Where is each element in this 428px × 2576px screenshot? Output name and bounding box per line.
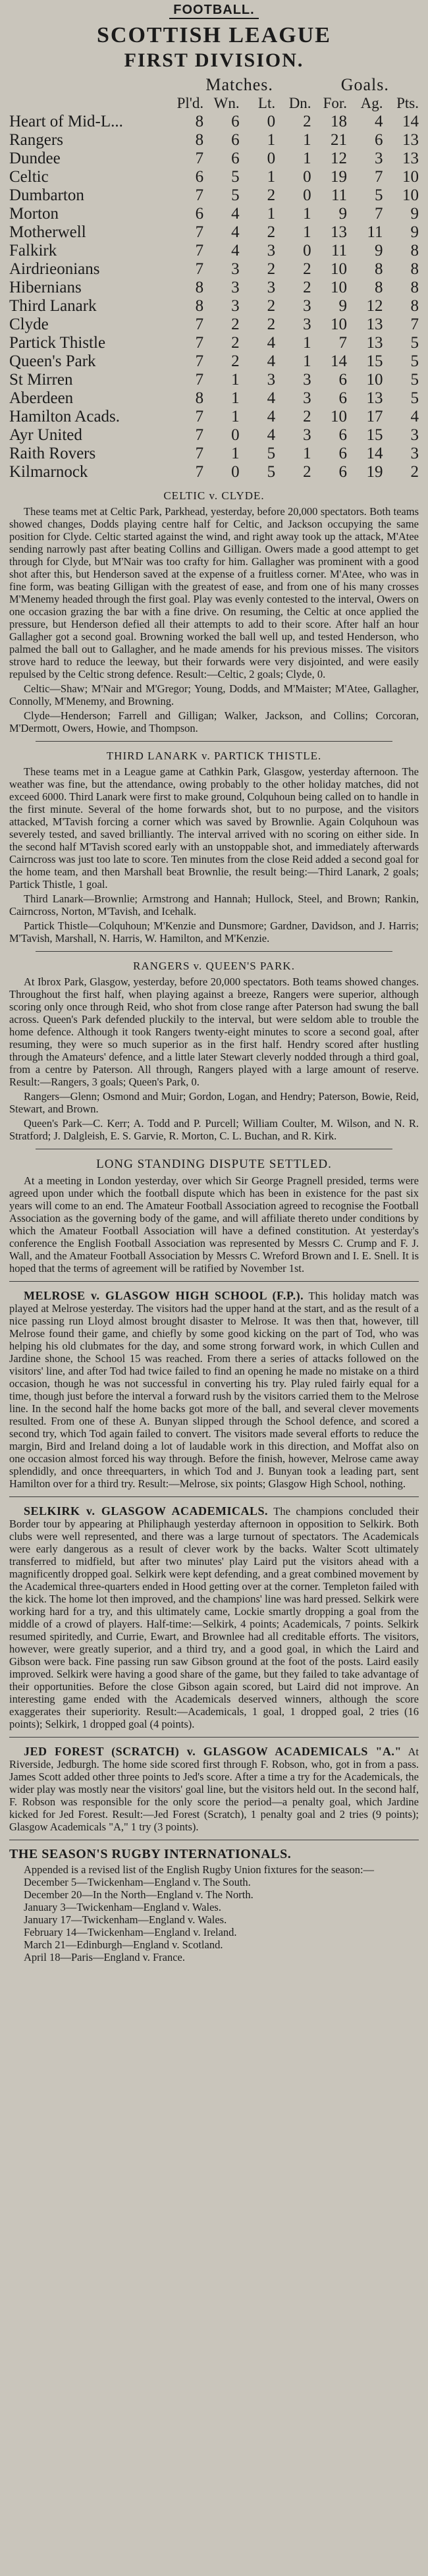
fixture-item: January 17—Twickenham—England v. Wales.: [24, 1913, 227, 1926]
table-row: [9, 150, 419, 168]
table-row: [9, 445, 419, 463]
divider: [36, 951, 392, 952]
table-cell: 3: [231, 279, 240, 296]
selkirk-report: [9, 1505, 419, 1730]
team-lineup: Clyde—Henderson; Farrell and Gilligan; Walker, Jackson, and Collins; Corcoran, M'Dermott, Owers, Howie, and Thompson.: [9, 709, 419, 734]
table-row: [9, 186, 419, 205]
table-cell: 2: [267, 223, 276, 241]
fixture-item: January 3—Twickenham—England v. Wales.: [24, 1901, 221, 1913]
table-cell: 3: [303, 371, 311, 389]
table-cell: 9: [338, 297, 348, 315]
table-cell: 7: [195, 242, 204, 260]
table-cell: 6: [338, 463, 348, 481]
team-lineup: Queen's Park—C. Kerr; A. Todd and P. Purcell; William Coulter, M. Wilson, and N. R. Stratford; J. Dalgleish, E. S. Garvie, R. Morton, C. L. Buchan, and R. Kirk.: [9, 1117, 419, 1142]
team-name: Celtic: [9, 168, 49, 186]
table-cell: 8: [375, 260, 383, 278]
table-cell: 12: [331, 150, 348, 167]
table-cell: 2: [303, 260, 311, 278]
division-title: FIRST DIVISION.: [124, 49, 304, 71]
table-cell: 4: [375, 113, 383, 130]
column-header: Pl'd.: [176, 95, 204, 111]
table-cell: 0: [267, 150, 276, 167]
table-cell: 4: [231, 223, 240, 241]
table-cell: 3: [410, 426, 419, 444]
table-cell: 17: [366, 408, 383, 425]
table-row: [9, 315, 419, 334]
table-cell: 7: [195, 408, 204, 425]
table-cell: 1: [303, 223, 311, 241]
table-cell: 2: [303, 463, 311, 481]
table-row: [9, 205, 419, 223]
table-cell: 3: [303, 426, 311, 444]
table-cell: 1: [303, 334, 311, 352]
table-cell: 8: [410, 242, 419, 260]
table-cell: 13: [402, 150, 419, 167]
column-header: Pts.: [396, 95, 419, 111]
table-cell: 0: [231, 463, 240, 481]
table-cell: 5: [231, 186, 240, 204]
melrose-report: [9, 1290, 419, 1490]
table-cell: 4: [267, 389, 276, 407]
team-name: St Mirren: [9, 371, 73, 389]
table-cell: 4: [231, 242, 240, 260]
table-cell: 10: [366, 371, 383, 389]
table-cell: 6: [195, 205, 204, 223]
table-column-header: [9, 94, 419, 113]
table-cell: 7: [195, 260, 204, 278]
table-cell: 8: [195, 131, 204, 149]
team-name: Hibernians: [9, 279, 82, 296]
selkirk-heading: SELKIRK v. GLASGOW ACADEMICALS.: [24, 1504, 268, 1518]
table-cell: 9: [410, 205, 419, 223]
table-cell: 14: [366, 445, 383, 462]
table-cell: 18: [331, 113, 348, 130]
table-cell: 15: [366, 426, 383, 444]
team-name: Dumbarton: [9, 186, 84, 204]
table-cell: 0: [267, 113, 276, 130]
table-cell: 6: [195, 168, 204, 186]
table-row: [9, 223, 419, 242]
table-row: [9, 113, 419, 131]
table-cell: 9: [375, 242, 383, 260]
table-cell: 7: [375, 205, 383, 223]
table-cell: 10: [331, 408, 348, 425]
table-cell: 4: [267, 426, 276, 444]
table-cell: 12: [366, 297, 383, 315]
table-cell: 7: [338, 334, 348, 352]
team-name: Queen's Park: [9, 352, 96, 370]
team-name: Third Lanark: [9, 297, 97, 315]
fixture-item: March 21—Edinburgh—England v. Scotland.: [24, 1938, 223, 1951]
divider: [9, 1737, 419, 1738]
table-cell: 7: [195, 315, 204, 333]
football-reports: [9, 489, 419, 1149]
table-cell: 6: [231, 113, 240, 130]
table-cell: 10: [331, 279, 348, 296]
team-name: Dundee: [9, 150, 61, 167]
table-cell: 8: [410, 279, 419, 296]
table-cell: 6: [338, 445, 348, 462]
column-header: For.: [323, 95, 348, 111]
table-row: [9, 408, 419, 426]
table-cell: 3: [267, 371, 276, 389]
table-row: [9, 371, 419, 389]
team-name: Rangers: [9, 131, 63, 149]
table-cell: 3: [231, 297, 240, 315]
table-cell: 8: [375, 279, 383, 296]
team-lineup: Celtic—Shaw; M'Nair and M'Gregor; Young, Dodds, and M'Maister; M'Atee, Gallagher, Connolly, M'Menemy, and Browning.: [9, 682, 419, 707]
table-cell: 1: [231, 408, 240, 425]
newspaper-page: [9, 0, 419, 1963]
melrose-text: This holiday match was played at Melrose yesterday. The visitors had the upper hand at the start, and as the result of a nice passing run Lloyd almost brought disaster to Melrose. It was then that, however, till Melrose found their game, and chiefly by some good kicking on the part of Tod, who was helping his old clubmates for the day, and some strong forward work, in which Cullen and Jardine shone, the School 15 was reached. From there a series of attacks followed on the visitors' line, and after Tod had twice failed to find an opening he made no mistake on a third occasion, though he was not successful in converting his try. Play ruled fairly equal for a time, though just before the interval a forward rush by the visitors carried them to the Melrose line. In the second half the home backs got more of the ball, and several clever movements resulted. From one of these A. Bunyan slipped through the School defence, and scored a second try, which Tod again failed to convert. The visitors made several efforts to reduce the margin, Bird and Ireland doing a lot of laudable work in this direction, and Moffat also on one occasion almost forced his way through. Before the finish, however, Melrose came away splendidly, and once threequarters, in which Tod and J. Bunyan took a leading part, sent Hamilton over for a third try. Result:—Melrose, six points; Glasgow High School, nothing.: [9, 1290, 419, 1490]
table-cell: 1: [303, 131, 311, 149]
jed-text: At Riverside, Jedburgh. The home side scored first through F. Robson, who, got in from a pass. James Scott added other three points to Jed's score. After a time a try for the Academicals, the wider play was mostly near the visitors' goal line, but the visitors held out. In the second half, F. Robson was responsible for the only score the period—a penalty goal, which Jardine kicked for Jed Forest. Result:—Jed Forest (Scratch), 1 penalty goal and 2 tries (9 points); Glasgow Academicals "A," 1 try (3 points).: [9, 1745, 419, 1833]
table-cell: 1: [303, 352, 311, 370]
match-report: [9, 750, 419, 945]
table-cell: 7: [375, 168, 383, 186]
team-name: Partick Thistle: [9, 334, 106, 352]
table-cell: 10: [402, 186, 419, 204]
divider: [36, 741, 392, 742]
table-cell: 6: [338, 389, 348, 407]
table-cell: 8: [195, 113, 204, 130]
table-cell: 13: [402, 131, 419, 149]
table-cell: 5: [410, 389, 419, 407]
table-cell: 3: [267, 242, 276, 260]
table-cell: 1: [267, 205, 276, 223]
table-cell: 14: [402, 113, 419, 130]
table-cell: 7: [410, 315, 419, 333]
table-cell: 7: [195, 445, 204, 462]
fixtures-list: [9, 1876, 419, 1963]
table-cell: 3: [303, 389, 311, 407]
table-cell: 13: [331, 223, 348, 241]
table-cell: 8: [195, 389, 204, 407]
table-cell: 7: [195, 352, 204, 370]
table-cell: 6: [338, 371, 348, 389]
table-cell: 10: [402, 168, 419, 186]
table-cell: 2: [267, 186, 276, 204]
goals-group-label: Goals.: [340, 75, 389, 94]
match-report: [9, 960, 419, 1142]
table-cell: 3: [303, 297, 311, 315]
table-cell: 6: [231, 131, 240, 149]
table-cell: 19: [366, 463, 383, 481]
table-cell: 1: [303, 445, 311, 462]
table-cell: 15: [366, 352, 383, 370]
table-cell: 7: [195, 371, 204, 389]
fixture-item: February 14—Twickenham—England v. Ireland.: [24, 1926, 237, 1938]
match-paragraph: These teams met at Celtic Park, Parkhead, yesterday, before 20,000 spectators. Both teams showed changes, Dodds playing centre half for Celtic, and Jackson occupying the same position for Clyde. Celtic started against the wind, and right away took up the attack, M'Atee sending narrowly past after beating Collins and Gilligan. Owers made a good attempt to get through for Clyde, but M'Nair was too crafty for him. Gallagher was prominent with a good shot after this, but Henderson saved at the expense of a fruitless corner. M'Atee, who was in fine form, was beating Gilligan with the greatest of ease, and from one of his many crosses M'Menemy headed through the first goal. Play was evenly contested to the interval, Owers on one occasion grazing the bar with a fine drive. On resuming, the Celtic at once applied the pressure, but Henderson defied all their attempts to add to their score. After half an hour Gallagher got a second goal. Browning worked the ball well up, and tested Henderson, who palmed the ball out to Gallagher, and he made amends for his previous misses. The visitors strove hard to reduce the leeway, but their forwards were very disjointed, and were easily repulsed by the Celtic strong defence. Result:—Celtic, 2 goals; Clyde, 0.: [9, 505, 419, 680]
table-cell: 2: [410, 463, 419, 481]
team-name: Airdrieonians: [9, 260, 100, 278]
table-cell: 14: [331, 352, 348, 370]
league-table: [9, 76, 419, 481]
column-header: Ag.: [360, 95, 383, 111]
table-cell: 2: [231, 352, 240, 370]
table-cell: 21: [331, 131, 348, 149]
table-cell: 13: [366, 315, 383, 333]
team-lineup: Third Lanark—Brownlie; Armstrong and Hannah; Hullock, Steel, and Brown; Rankin, Cairncross, Norton, M'Tavish, and Icehalk.: [9, 892, 419, 918]
table-cell: 5: [375, 186, 383, 204]
table-cell: 19: [331, 168, 348, 186]
table-cell: 5: [231, 168, 240, 186]
table-cell: 9: [338, 205, 348, 223]
table-row: [9, 279, 419, 297]
table-cell: 2: [267, 315, 276, 333]
table-cell: 7: [195, 426, 204, 444]
table-row: [9, 352, 419, 371]
table-cell: 0: [303, 186, 311, 204]
table-row: [9, 168, 419, 186]
table-cell: 6: [231, 150, 240, 167]
league-title: SCOTTISH LEAGUE: [97, 23, 331, 47]
fixture-item: April 18—Paris—England v. France.: [24, 1951, 186, 1963]
table-cell: 2: [303, 279, 311, 296]
table-cell: 4: [267, 352, 276, 370]
team-name: Raith Rovers: [9, 445, 96, 462]
table-cell: 8: [410, 260, 419, 278]
team-name: Ayr United: [9, 426, 82, 444]
team-name: Heart of Mid-L...: [9, 113, 123, 130]
table-cell: 1: [267, 168, 276, 186]
jed-report: [9, 1745, 419, 1833]
dispute-paragraph: At a meeting in London yesterday, over which Sir George Pragnell presided, terms were agreed upon under which the football dispute which has been in existence for the past six years will come to an end. The Amateur Football Association agreed to recognise the Football Association as the governing body of the game, and will affiliate thereto under conditions by which the Amateur Football Association will have a defined constitution. At yesterday's conference the English Football Association was represented by Messrs C. Crump and F. J. Wall, and the Amateur Football Association by Messrs C. Wreford Brown and I. E. Snell. It is hoped that the terms of agreement will be ratified by November 1st.: [9, 1174, 419, 1274]
team-name: Hamilton Acads.: [9, 408, 120, 425]
table-row: [9, 426, 419, 445]
table-cell: 6: [338, 426, 348, 444]
table-group-header: [9, 76, 419, 94]
table-cell: 1: [267, 131, 276, 149]
table-row: [9, 131, 419, 150]
table-cell: 11: [367, 223, 383, 241]
dispute-report: [9, 1157, 419, 1274]
table-cell: 1: [231, 389, 240, 407]
table-row: [9, 463, 419, 481]
column-header: Wn.: [213, 95, 240, 111]
table-cell: 13: [366, 389, 383, 407]
table-cell: 3: [231, 260, 240, 278]
table-cell: 3: [267, 279, 276, 296]
table-cell: 1: [231, 371, 240, 389]
match-heading: CELTIC v. CLYDE.: [163, 489, 265, 502]
divider: [9, 1496, 419, 1497]
table-cell: 2: [267, 297, 276, 315]
team-name: Clyde: [9, 315, 49, 333]
table-cell: 11: [331, 186, 348, 204]
table-cell: 1: [303, 205, 311, 223]
table-cell: 3: [410, 445, 419, 462]
jed-heading: JED FOREST (SCRATCH) v. GLASGOW ACADEMICALS "A.": [24, 1745, 402, 1758]
table-cell: 2: [303, 113, 311, 130]
internationals-heading: THE SEASON'S RUGBY INTERNATIONALS.: [9, 1847, 292, 1861]
table-cell: 0: [303, 168, 311, 186]
fixture-item: December 5—Twickenham—England v. The South.: [24, 1876, 251, 1888]
table-cell: 5: [410, 334, 419, 352]
table-cell: 13: [366, 334, 383, 352]
team-name: Aberdeen: [9, 389, 74, 407]
table-cell: 1: [231, 445, 240, 462]
table-row: [9, 334, 419, 352]
team-name: Kilmarnock: [9, 463, 88, 481]
table-row: [9, 260, 419, 279]
table-cell: 2: [231, 315, 240, 333]
table-cell: 4: [267, 408, 276, 425]
table-cell: 3: [303, 315, 311, 333]
table-cell: 4: [267, 334, 276, 352]
team-name: Morton: [9, 205, 59, 223]
team-name: Falkirk: [9, 242, 57, 260]
match-report: [9, 489, 419, 734]
selkirk-text: The champions concluded their Border tour by appearing at Philiphaugh yesterday afternoon in opposition to Selkirk. Both clubs were well represented, and there was a large turnout of spectators. The Academicals were early dangerous as a result of clever work by the backs. Walter Scott ultimately transferred to midfield, but after two minutes' play Laird put the visitors ahead with a magnificently dropped goal. Selkirk were kept defending, and a great combined movement by the Academical three-quarters ended in Hood getting over at the corner. Templeton failed with the kick. The home lot then improved, and the champions' line was hard pressed. Selkirk were working hard for a try, and this ultimately came, Lockie smartly dropping a goal from the middle of a crowd of players. Half-time:—Selkirk, 4 points; Academicals, 7 points. Selkirk resumed spiritedly, and Currie, Ewart, and Brownlee had all creditable efforts. The visitors, however, were greatly superior, and a third try, and a good goal, in which the Laird and Gibson were back. Fine passing run saw Gibson ground at the foot of the posts. Laird easily improved. Selkirk were having a good share of the game, but they failed to take advantage of their opportunities. Before the close Gibson again scored, but Laird did not improve. An interesting game ended with the Academicals deserved winners, although the score exaggerates their superiority. Result:—Academicals, 1 goal, 1 dropped goal, 2 tries (16 points); Selkirk, 1 dropped goal (4 points).: [9, 1505, 419, 1730]
table-cell: 2: [231, 334, 240, 352]
table-cell: 10: [331, 315, 348, 333]
team-lineup: Partick Thistle—Colquhoun; M'Kenzie and Dunsmore; Gardner, Davidson, and J. Harris; M'Tavish, Marshall, N. Harris, W. Hamilton, and M'Kenzie.: [9, 919, 419, 945]
table-cell: 2: [267, 260, 276, 278]
table-cell: 3: [375, 150, 383, 167]
match-paragraph: At Ibrox Park, Glasgow, yesterday, before 20,000 spectators. Both teams showed changes. Throughout the first half, when playing against a breeze, Rangers were superior, although scoring only once through Reid, who shot from close range after Paterson had swung the ball across. Queen's Park defended pluckily to the interval, but were seldom able to trouble the home defence. Although it took Rangers twenty-eight minutes to score a second goal, after resuming, they were so much superior as in the first half. Hendry scored after hustling through the Amateurs' defence, and a little later Stewart cleverly nodded through a third goal, from a centre by Paterson. All through, Rangers played with a large amount of reserve. Result:—Rangers, 3 goals; Queen's Park, 0.: [9, 975, 419, 1088]
table-cell: 4: [410, 408, 419, 425]
table-cell: 2: [303, 408, 311, 425]
match-heading: RANGERS v. QUEEN'S PARK.: [133, 960, 295, 972]
column-header: Lt.: [257, 95, 276, 111]
table-cell: 7: [195, 334, 204, 352]
section-label: FOOTBALL.: [9, 3, 419, 19]
team-lineup: Rangers—Glenn; Osmond and Muir; Gordon, Logan, and Hendry; Paterson, Bowie, Reid, Stewart, and Brown.: [9, 1090, 419, 1115]
match-paragraph: These teams met in a League game at Cathkin Park, Glasgow, yesterday afternoon. The weather was fine, but the attendance, owing probably to the other holiday matches, did not exceed 6000. Third Lanark were first to make ground, Colquhoun being called on to handle in the first minute. Several of the home forwards shot, but to no purpose, and the visitors attacked, M'Tavish forcing a corner which was saved by Brownlie. Again Colquhoun was severely tested, and saved brilliantly. The interval arrived with no scoring on either side. In the second half M'Tavish scored early with an unstoppable shot, and immediately afterwards Cairncross was just too late to score. Ten minutes from the close Reid added a second goal for the home team, and then Marshall beat Brownlie, the result being:—Third Lanark, 2 goals; Partick Thistle, 1 goal.: [9, 765, 419, 891]
fixture-item: December 20—In the North—England v. The North.: [24, 1888, 254, 1901]
table-cell: 9: [410, 223, 419, 241]
table-cell: 5: [267, 445, 276, 462]
table-cell: 4: [231, 205, 240, 223]
divider: [9, 1281, 419, 1282]
match-heading: THIRD LANARK v. PARTICK THISTLE.: [106, 750, 322, 762]
table-cell: 5: [410, 371, 419, 389]
column-header: Dn.: [288, 95, 311, 111]
table-cell: 7: [195, 186, 204, 204]
dispute-heading: LONG STANDING DISPUTE SETTLED.: [96, 1157, 332, 1171]
table-cell: 1: [303, 150, 311, 167]
team-name: Motherwell: [9, 223, 86, 241]
table-row: [9, 389, 419, 408]
table-cell: 11: [331, 242, 348, 260]
table-cell: 0: [231, 426, 240, 444]
table-cell: 0: [303, 242, 311, 260]
table-cell: 8: [410, 297, 419, 315]
table-row: [9, 297, 419, 315]
table-cell: 5: [267, 463, 276, 481]
table-cell: 7: [195, 223, 204, 241]
table-cell: 8: [195, 279, 204, 296]
table-cell: 5: [410, 352, 419, 370]
table-cell: 7: [195, 463, 204, 481]
internationals-intro: Appended is a revised list of the English Rugby Union fixtures for the season:—: [24, 1863, 375, 1876]
melrose-heading: MELROSE v. GLASGOW HIGH SCHOOL (F.P.).: [24, 1289, 304, 1302]
table-cell: 10: [331, 260, 348, 278]
matches-group-label: Matches.: [205, 75, 273, 94]
table-row: [9, 242, 419, 260]
table-cell: 7: [195, 150, 204, 167]
table-cell: 6: [375, 131, 383, 149]
table-cell: 8: [195, 297, 204, 315]
